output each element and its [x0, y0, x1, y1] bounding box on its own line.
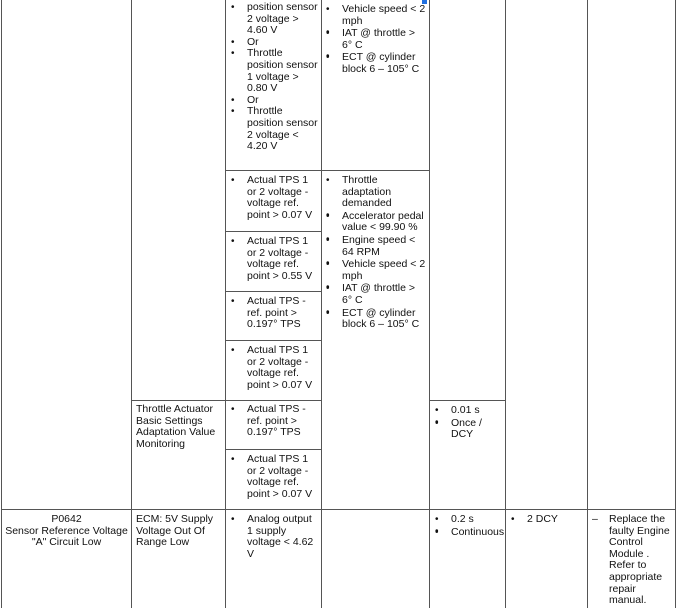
row-border-h: [1, 509, 676, 510]
mil-cell: [508, 514, 586, 526]
dtc-cell: [4, 514, 129, 549]
row-border-d: [225, 340, 322, 341]
threshold-item: • Actual TPS - ref. point > 0.197° TPS: [228, 404, 320, 439]
threshold-item: • Throttle position sensor 2 voltage < 4.20 V: [228, 106, 320, 152]
param-item: • Vehicle speed < 2 mph: [323, 4, 427, 27]
threshold-item: • Actual TPS 1 or 2 voltage - voltage ref. point > 0.07 V: [228, 175, 320, 221]
row-border-c: [225, 291, 322, 292]
col-border-3: [321, 0, 322, 608]
time-required-cell: [432, 405, 504, 441]
action-cell: [589, 514, 673, 607]
threshold-item: • Analog output 1 supply voltage < 4.62 V: [228, 514, 320, 560]
monitor-strategy-cell: [136, 404, 222, 450]
threshold-cell: [228, 345, 320, 391]
row-border-e: [131, 400, 322, 401]
mil-item: • 2 DCY: [508, 514, 586, 526]
threshold-cell-top: [228, 2, 320, 153]
param-item: • IAT @ throttle > 6° C: [323, 28, 427, 51]
threshold-item: • Actual TPS 1 or 2 voltage - voltage ref. point > 0.07 V: [228, 454, 320, 500]
dtc-description: Sensor Reference Voltage "A" Circuit Low: [5, 524, 128, 549]
col-border-2: [225, 0, 226, 608]
col-border-1: [131, 0, 132, 608]
secondary-params-cell: [323, 175, 427, 331]
row-border-f: [429, 400, 506, 401]
row-border-a: [225, 170, 430, 171]
threshold-item: • position sensor 2 voltage > 4.60 V: [228, 2, 320, 37]
param-item: • ECT @ cylinder block 6 – 105° C: [323, 308, 427, 331]
time-item: • 0.2 s: [432, 514, 504, 526]
col-border-7: [675, 0, 676, 608]
threshold-item: • Actual TPS - ref. point > 0.197° TPS: [228, 296, 320, 331]
param-item: • Vehicle speed < 2 mph: [323, 259, 427, 282]
col-border-4: [429, 0, 430, 608]
threshold-cell: [228, 175, 320, 221]
action-item: – Replace the faulty Engine Control Module . Refer to appropriate repair manual.: [589, 514, 673, 607]
threshold-cell: [228, 296, 320, 331]
threshold-cell: [228, 514, 320, 560]
time-item: • Once / DCY: [432, 418, 504, 441]
col-border-0: [1, 0, 2, 608]
monitor-strategy-cell: [136, 514, 222, 549]
monitor-strategy-text: ECM: 5V Supply Voltage Out Of Range Low: [136, 513, 214, 549]
param-item: • IAT @ throttle > 6° C: [323, 283, 427, 306]
threshold-item: • Or: [228, 37, 320, 49]
param-item: • Throttle adaptation demanded: [323, 175, 427, 210]
threshold-item: • Actual TPS 1 or 2 voltage - voltage ref. point > 0.07 V: [228, 345, 320, 391]
threshold-cell: [228, 454, 320, 500]
row-border-g: [225, 449, 322, 450]
param-item: • ECT @ cylinder block 6 – 105° C: [323, 52, 427, 75]
threshold-item: • Or: [228, 95, 320, 107]
time-item: • 0.01 s: [432, 405, 504, 417]
threshold-cell: [228, 404, 320, 439]
dtc-code: P0642: [51, 513, 82, 525]
secondary-params-cell-top: [323, 4, 427, 76]
time-item: • Continuous: [432, 527, 504, 539]
threshold-item: • Throttle position sensor 1 voltage > 0.80 V: [228, 48, 320, 94]
row-border-b: [225, 231, 322, 232]
param-item: • Engine speed < 64 RPM: [323, 235, 427, 258]
monitor-strategy-text: Throttle Actuator Basic Settings Adaptation Value Monitoring: [136, 403, 216, 450]
time-required-cell: [432, 514, 504, 538]
col-border-5: [505, 0, 506, 608]
param-item: • Accelerator pedal value < 99.90 %: [323, 211, 427, 234]
col-border-6: [587, 0, 588, 608]
threshold-cell: [228, 236, 320, 282]
threshold-item: • Actual TPS 1 or 2 voltage - voltage ref. point > 0.55 V: [228, 236, 320, 282]
